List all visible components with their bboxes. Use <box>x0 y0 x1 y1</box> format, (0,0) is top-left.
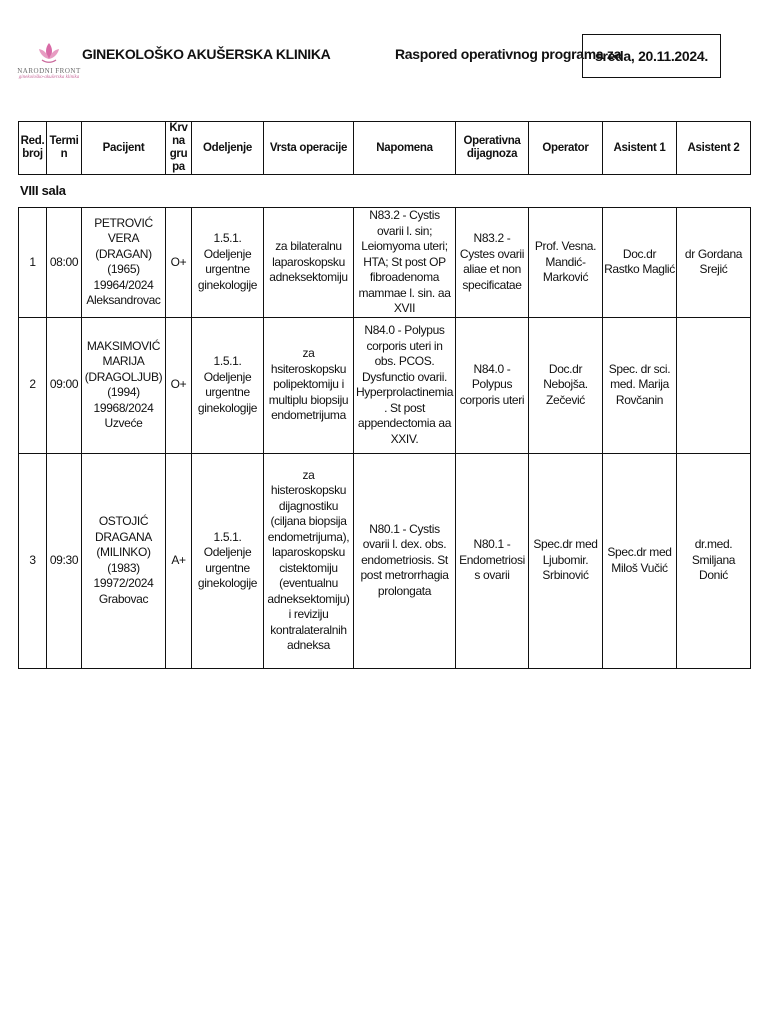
col-header-diagnosis: Operativna dijagnoza <box>456 122 529 175</box>
col-header-operation: Vrsta operacije <box>264 122 354 175</box>
cell-diagnosis: N80.1 - Endometriosis ovarii <box>456 453 529 668</box>
table-row <box>19 208 751 318</box>
col-header-operator: Operator <box>529 122 603 175</box>
cell-assistant1: Spec. dr sci. med. Marija Rovčanin <box>603 317 677 453</box>
cell-note: N80.1 - Cystis ovarii l. dex. obs. endometriosis. St post metrorrhagia prolongata <box>354 453 456 668</box>
cell-assistant2: dr.med. Smiljana Donić <box>677 453 751 668</box>
logo-name: NARODNI FRONT <box>17 67 81 75</box>
cell-blood: O+ <box>166 317 192 453</box>
cell-operator: Spec.dr med Ljubomir. Srbinović <box>529 453 603 668</box>
column-header-table <box>18 121 751 175</box>
cell-operation: za bilateralnu laparoskopsku adneksektomiju <box>264 208 354 318</box>
col-header-note: Napomena <box>354 122 456 175</box>
col-header-patient: Pacijent <box>82 122 166 175</box>
cell-diagnosis: N83.2 - Cystes ovarii aliae et non specificatae <box>456 208 529 318</box>
cell-note: N84.0 - Polypus corporis uteri in obs. PCOS. Dysfunctio ovarii. Hyperprolactinemia. St post appendectomia aa XXIV. <box>354 317 456 453</box>
cell-patient: PETROVIĆ VERA (DRAGAN)(1965) 19964/2024 Aleksandrovac <box>82 208 166 318</box>
clinic-title: GINEKOLOŠKO AKUŠERSKA KLINIKA <box>82 46 331 62</box>
cell-department: 1.5.1. Odeljenje urgentne ginekologije <box>192 208 264 318</box>
cell-blood: A+ <box>166 453 192 668</box>
cell-assistant1: Spec.dr med Miloš Vučić <box>603 453 677 668</box>
cell-assistant1: Doc.dr Rastko Maglić <box>603 208 677 318</box>
col-header-blood: Krvna grupa <box>166 122 192 175</box>
cell-operator: Doc.dr Nebojša. Zečević <box>529 317 603 453</box>
cell-operation: za hsiteroskopsku polipektomiju i multiplu biopsiju endometrijuma <box>264 317 354 453</box>
cell-no: 3 <box>19 453 47 668</box>
cell-operation: za histeroskopsku dijagnostiku (ciljana biopsija endometrijuma), laparoskopsku cistektomiju (eventualnu adneksektomiju) i reviziju kontralateralnih adneksa <box>264 453 354 668</box>
table-row <box>19 453 751 668</box>
cell-note: N83.2 - Cystis ovarii l. sin; Leiomyoma uteri; HTA; St post OP fibroadenoma mammae l. sin. aa XVII <box>354 208 456 318</box>
cell-department: 1.5.1. Odeljenje urgentne ginekologije <box>192 453 264 668</box>
cell-time: 09:00 <box>47 317 82 453</box>
schedule-label: Raspored operativnog programa za <box>395 46 622 62</box>
col-header-department: Odeljenje <box>192 122 264 175</box>
cell-no: 1 <box>19 208 47 318</box>
col-header-assistant2: Asistent 2 <box>677 122 751 175</box>
col-header-no: Red. broj <box>19 122 47 175</box>
cell-diagnosis: N84.0 - Polypus corporis uteri <box>456 317 529 453</box>
cell-assistant2: dr Gordana Srejić <box>677 208 751 318</box>
cell-time: 08:00 <box>47 208 82 318</box>
cell-patient: OSTOJIĆ DRAGANA (MILINKO)(1983) 19972/2024 Grabovac <box>82 453 166 668</box>
schedule-table <box>18 207 751 669</box>
table-row <box>19 317 751 453</box>
cell-assistant2 <box>677 317 751 453</box>
lotus-icon <box>36 40 62 66</box>
cell-no: 2 <box>19 317 47 453</box>
cell-department: 1.5.1. Odeljenje urgentne ginekologije <box>192 317 264 453</box>
section-label: VIII sala <box>20 183 66 198</box>
logo-subtitle: ginekološko-akušerska klinika <box>18 75 80 80</box>
col-header-assistant1: Asistent 1 <box>603 122 677 175</box>
clinic-logo <box>14 40 84 96</box>
col-header-time: Termin <box>47 122 82 175</box>
cell-blood: O+ <box>166 208 192 318</box>
cell-time: 09:30 <box>47 453 82 668</box>
schedule-date: sreda, 20.11.2024. <box>582 34 721 78</box>
cell-patient: MAKSIMOVIĆ MARIJA (DRAGOLJUB) (1994) 19968/2024 Uzveće <box>82 317 166 453</box>
cell-operator: Prof. Vesna. Mandić-Marković <box>529 208 603 318</box>
